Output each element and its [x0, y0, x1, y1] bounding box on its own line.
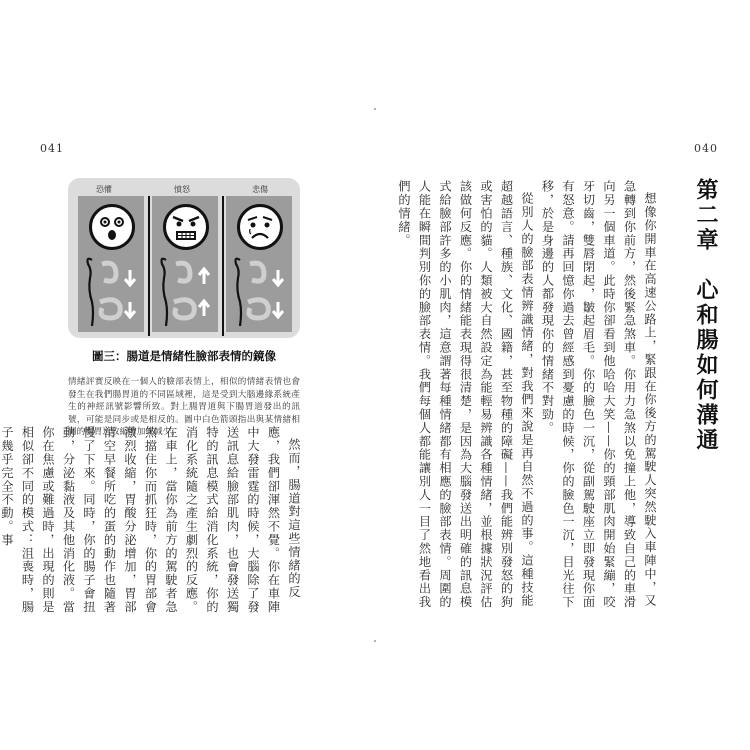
sadness-gut-diagram — [226, 254, 292, 330]
figure-caption: 圖三：腸道是情緒性臉部表情的鏡像 — [92, 349, 276, 363]
left-page-body — [0, 426, 304, 616]
fig-label-anger: 憤怒 — [174, 185, 190, 194]
right-page-body — [398, 180, 660, 610]
anger-gut-diagram — [152, 254, 218, 330]
left-page-number: 041 — [40, 142, 64, 155]
chapter-title: 第二章 心和腸如何溝通 — [693, 178, 718, 453]
sadness-panel — [226, 196, 292, 332]
paragraph: 從別人的臉部表情辨識情緒，對我們來說是再自然不過的事。這種技能超越語言、種族、文化、國籍，甚至物種的障礙——我們能辨別發怒的狗或害怕的貓。人類被大自然設定為能輕易辨識各種情緒，並根據狀況評估該做何反應。你的情緒能表現得很清楚，是因為大腦發送出明確的訊息模式給臉部許多的小肌肉，這意謂著每種情緒都有相應的臉部表情。周圍的人能在瞬間判別你的臉部表情。我們每個人都能讓別人一目了然地看出我們的情緒。 — [397, 180, 534, 609]
fear-panel — [78, 196, 144, 332]
fig-label-sadness: 悲傷 — [252, 185, 268, 194]
anger-face-icon — [163, 204, 209, 250]
anger-panel — [152, 196, 218, 332]
right-page-number: 040 — [694, 142, 718, 155]
gutter-mark — [374, 640, 376, 642]
paragraph: 想像你開車在高速公路上，緊跟在你後方的駕駛人突然駛入車陣中，又急轉到你前方，然後緊急煞車。你用力急煞以免撞上他，導致自己的車滑向另一個車道。此時你卻看到他哈哈大笑——你的頸部肌肉開始緊繃，咬牙切齒，雙唇閉起，皺起眉毛。你的臉色一沉，從副駕駛座立即發現你面有怒意。請再回憶你過去曾經感到憂慮的時候，你的臉色一沉，目光往下移，於是身邊的人都發現你的情緒不對勁。 — [540, 180, 657, 609]
figure-caption-body: 情緒評實反映在一個人的臉部表情上，相似的情緒表情也會發生在我們腸胃道的不同區域裡，這是受到大腦邊緣系統產生的神經訊號影響所致。對上腸胃道與下腸胃道發出的訊號，可能是同步或是相反的。圖中白色箭頭指出與某情緒相關的腸胃道收縮增加或減少。 — [68, 377, 300, 437]
gut-emotion-figure — [68, 178, 300, 338]
fig-label-fear: 恐懼 — [96, 185, 112, 194]
figure-divider — [148, 196, 150, 336]
gutter-mark — [374, 108, 376, 110]
paragraph: 然而，腸道對這些情緒的反應，我們卻渾然不覺。你在車陣中大發雷霆的時候，大腦除了發送訊息給臉部肌肉，也會發送獨特的訊息模式給消化系統，你的消化系統隨之產生劇烈的反應。在車上，當你為前方的駕駛者急煞擋住你而抓狂時，你的胃部會激烈收縮，胃酸分泌增加，胃部清空早餐所吃的蛋的動作也隨著慢了下來。同時，你的腸子會扭動，分泌黏液及其他消化液。當你在焦慮或難過時，出現的則是相似卻不同的模式：沮喪時，腸子幾乎完全不動。事 — [0, 426, 301, 614]
fear-gut-diagram — [78, 254, 144, 330]
figure-divider — [222, 196, 224, 336]
sad-face-icon — [237, 204, 283, 250]
fear-face-icon — [89, 204, 135, 250]
